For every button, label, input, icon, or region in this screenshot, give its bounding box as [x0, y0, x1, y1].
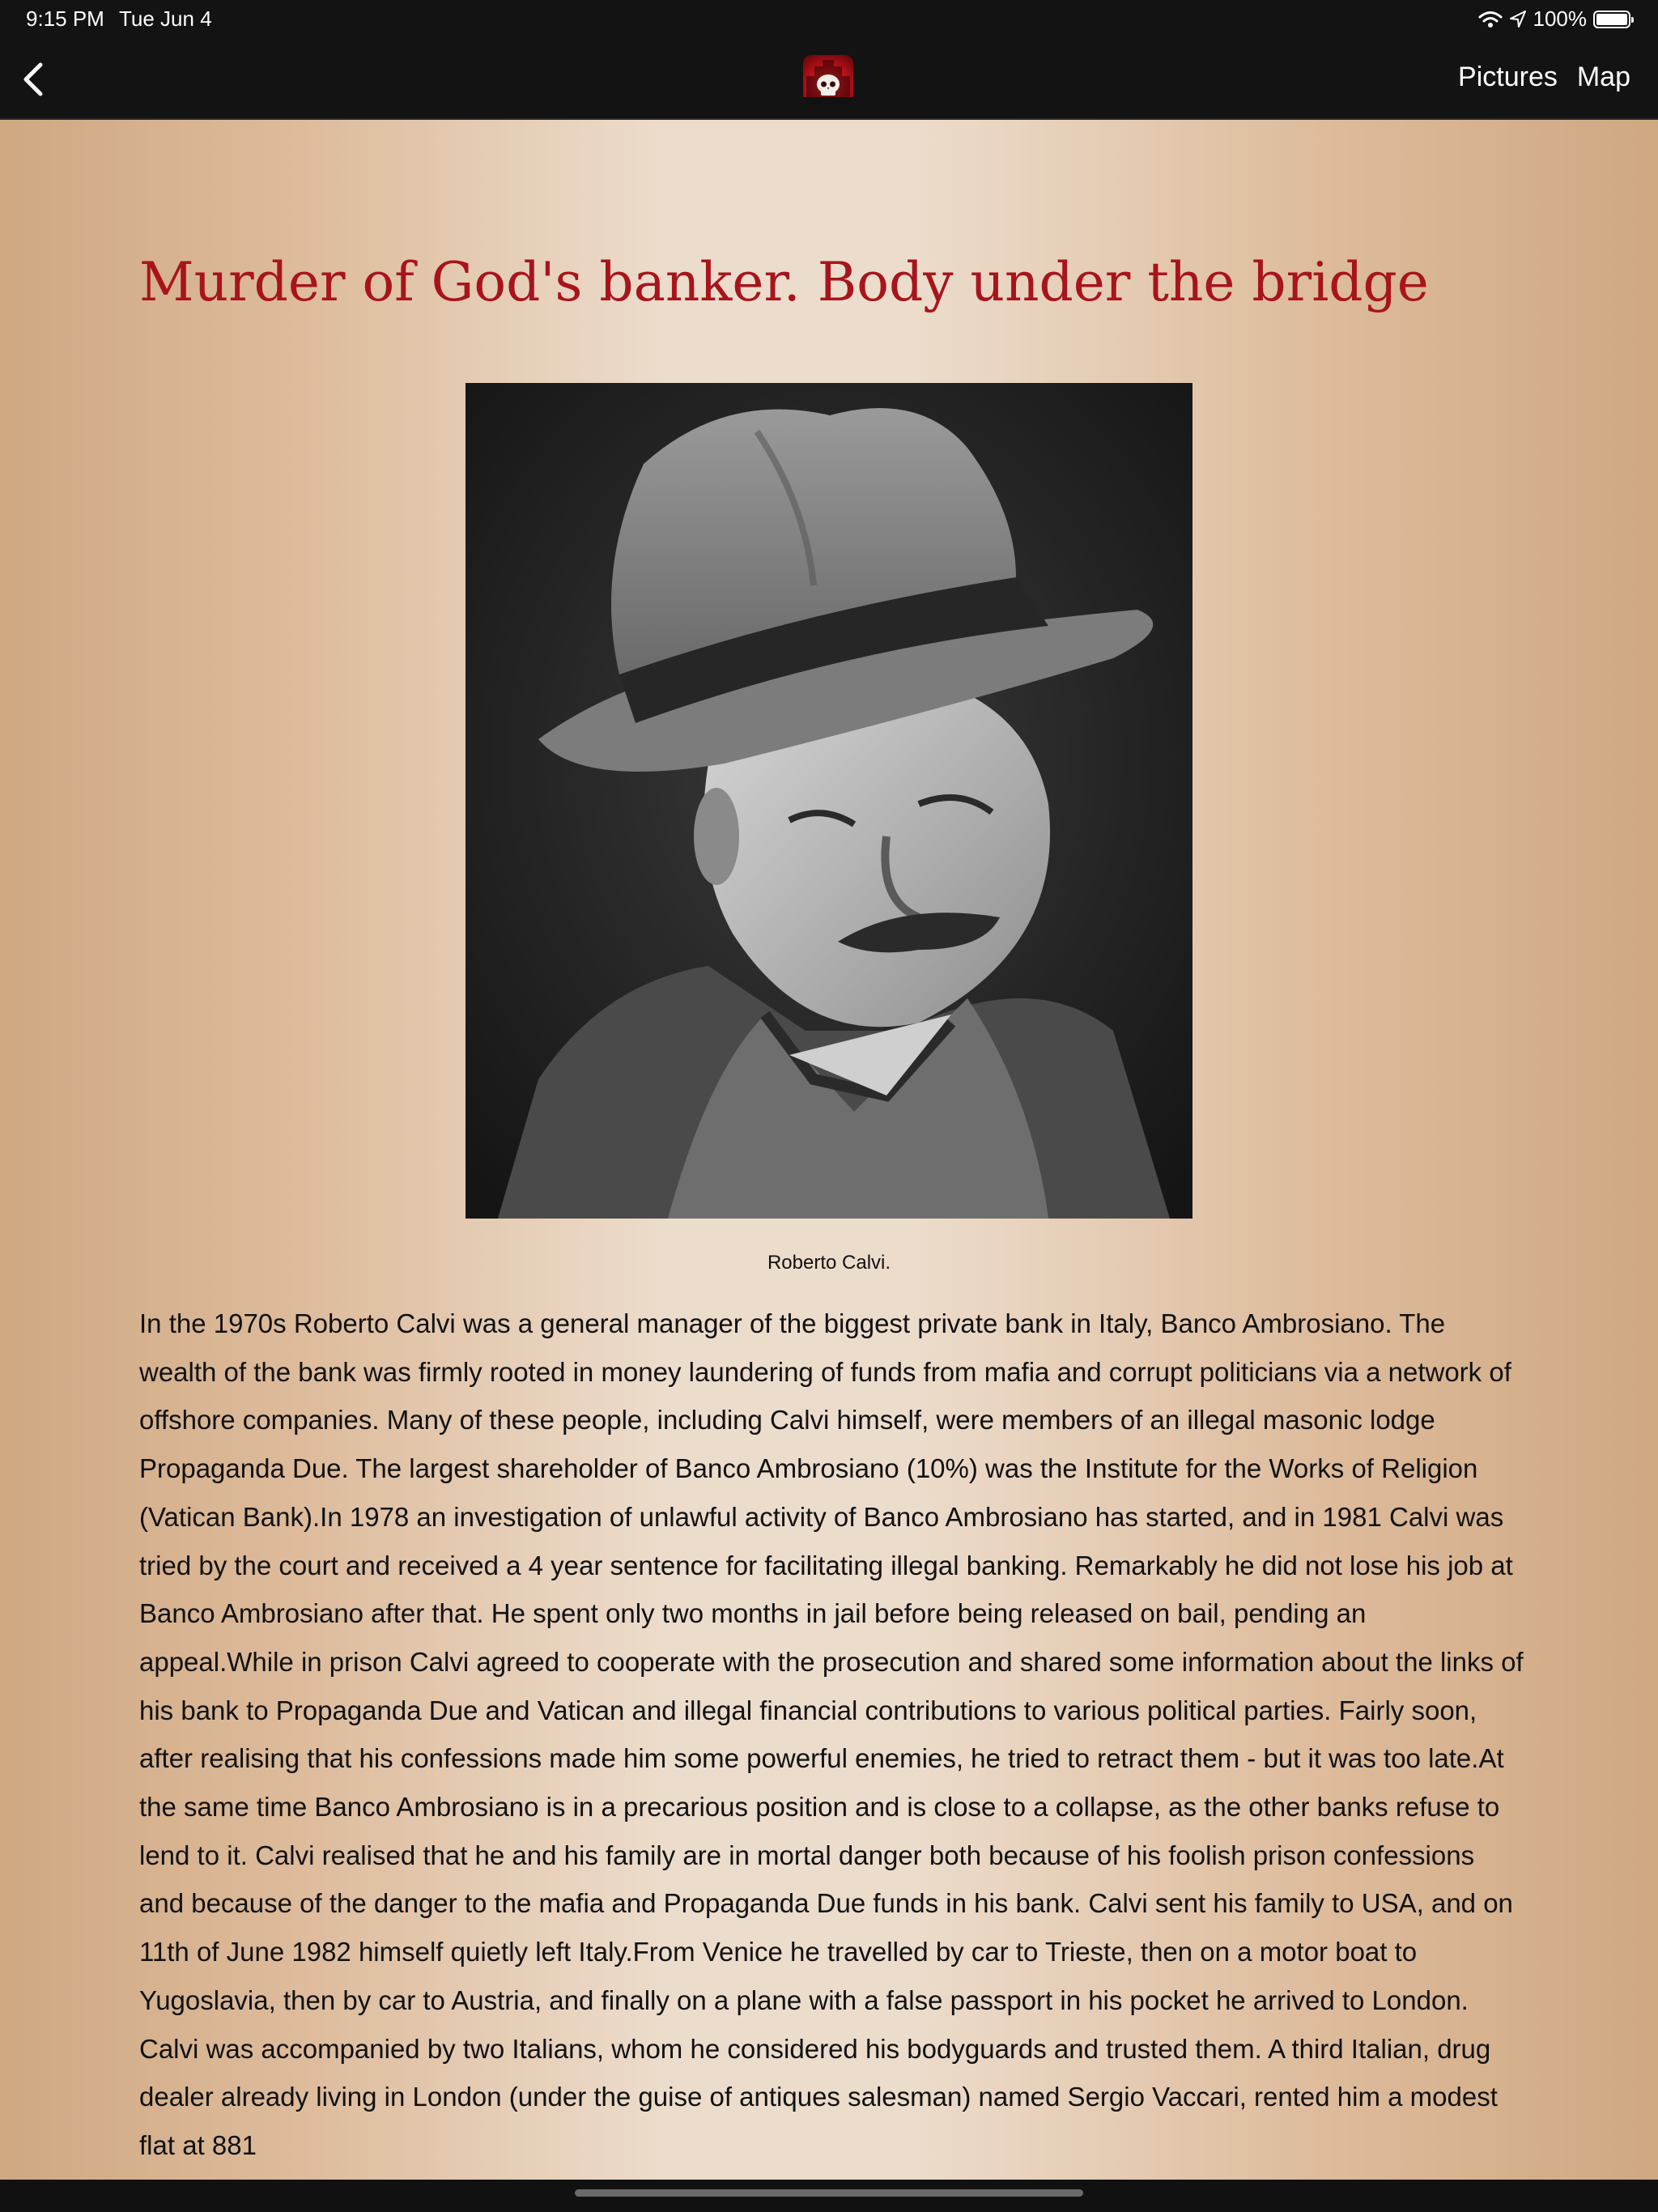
app-logo: [803, 55, 853, 105]
map-button[interactable]: Map: [1576, 62, 1630, 92]
back-button[interactable]: [15, 57, 55, 102]
status-indicators: [1478, 6, 1631, 32]
location-arrow-icon: [1509, 10, 1527, 29]
bottom-bar: [0, 2180, 1658, 2212]
page-title: Murder of God's banker. Body under the bridge: [139, 251, 1429, 313]
photo-caption: Roberto Calvi.: [767, 1252, 891, 1274]
chevron-left-icon: [15, 57, 55, 102]
battery-icon: [1593, 11, 1630, 28]
status-date: Tue Jun 4: [119, 6, 212, 31]
article-content[interactable]: [0, 120, 1658, 2180]
battery-percentage: 100%: [1533, 6, 1587, 31]
portrait-photo: [466, 383, 1192, 1219]
home-indicator[interactable]: [575, 2189, 1083, 2197]
pictures-button[interactable]: Pictures: [1458, 62, 1558, 92]
article-body-text: In the 1970s Roberto Calvi was a general manager of the biggest private bank in Italy, Banco Ambrosiano. The wealth of the bank was firmly rooted in money laundering of funds from mafia and corrupt politicians via a network of offshore companies. Many of these people, including Calvi himself, were members of an illegal masonic lodge Propaganda Due. The largest shareholder of Banco Ambrosiano (10%) was the Institute for the Works of Religion (Vatican Bank).In 1978 an investigation of unlawful activity of Banco Ambrosiano has started, and in 1981 Calvi was tried by the court and received a 4 year sentence for facilitating illegal banking. Remarkably he did not lose his job at Banco Ambrosiano after that. He spent only two months in jail before being released on bail, pending an appeal.While in prison Calvi agreed to cooperate with the prosecution and shared some information about the links of his bank to Propaganda Due and Vatican and illegal financial contributions to various political parties. Fairly soon, after realising that his confessions made him some powerful enemies, he tried to retract them - but it was too late.At the same time Banco Ambrosiano is in a precarious position and is close to a collapse, as the other banks refuse to lend to it. Calvi realised that he and his family are in mortal danger both because of his foolish prison confessions and because of the danger to the mafia and Propaganda Due funds in his bank. Calvi sent his family to USA, and on 11th of June 1982 himself quietly left Italy.From Venice he travelled by car to Trieste, then on a motor boat to Yugoslavia, then by car to Austria, and finally on a plane with a false passport in his pocket he arrived to London. Calvi was accompanied by two Italians, whom he considered his bodyguards and trusted them. A third Italian, drug dealer already living in London (under the guise of antiques salesman) named Sergio Vaccari, rented him a modest flat at 881: [139, 1308, 1524, 2160]
status-time: 9:15 PM: [26, 6, 104, 31]
nav-links: [1458, 62, 1630, 93]
status-bar: [0, 0, 1658, 39]
wifi-icon: [1478, 10, 1503, 29]
navigation-bar: [0, 39, 1658, 120]
skull-app-icon: [803, 55, 853, 105]
article-photo: [466, 383, 1192, 1219]
